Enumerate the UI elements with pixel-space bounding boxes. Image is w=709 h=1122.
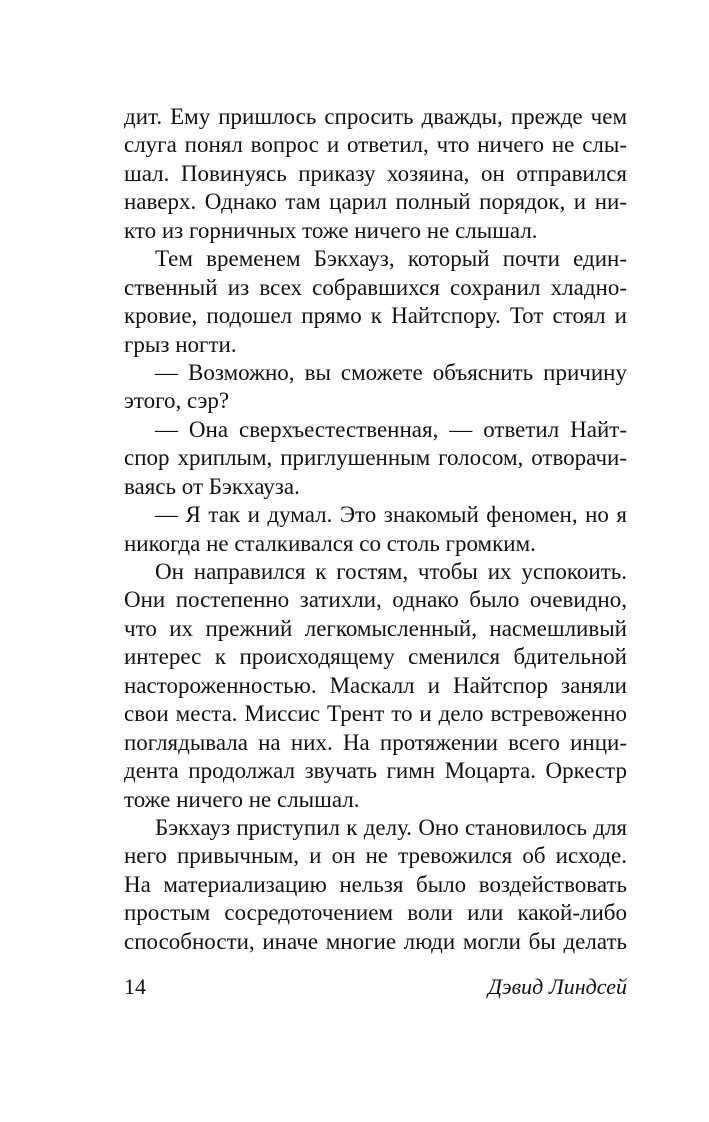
text-line: дента продолжал звучать гимн Моцарта. Оркестр: [124, 758, 627, 784]
text-line: ваясь от Бэкхауза.: [124, 473, 300, 499]
body-text: [124, 103, 627, 956]
text-line: ственный из всех собравшихся сохранил хладно-: [124, 274, 627, 300]
text-line: Он направился к гостям, чтобы их успокоить.: [155, 559, 627, 584]
text-line: этого, сэр?: [124, 388, 230, 414]
page-number: 14: [124, 974, 146, 999]
page-footer: [124, 973, 627, 1001]
text-line: тоже ничего не слышал.: [124, 786, 360, 812]
text-line: наверх. Однако там царил полный порядок, и ни-: [124, 189, 627, 215]
text-line: дит. Ему пришлось спросить дважды, прежде чем: [124, 104, 627, 129]
text-line: слуга понял вопрос и ответил, что ничего не слы-: [124, 132, 627, 158]
text-line: Тем временем Бэкхауз, который почти един-: [155, 246, 627, 272]
text-line: простым сосредоточением воли или какой-либо: [124, 900, 627, 926]
text-line: кто из горничных тоже ничего не слышал.: [124, 217, 538, 243]
running-footer-author: Дэвид Линдсей: [487, 974, 627, 999]
text-line: него привычным, и он не тревожился об исходе.: [124, 843, 627, 869]
text-line: интерес к происходящему сменился бдительной: [124, 644, 627, 670]
text-line: — Возможно, вы сможете объяснить причину: [155, 359, 627, 385]
text-line: — Она сверхъестественная, — ответил Найт-: [155, 416, 627, 442]
text-line: кровие, подошел прямо к Найтспору. Тот стоял и: [124, 303, 627, 329]
text-line: Они постепенно затихли, однако было очевидно,: [124, 587, 627, 613]
text-line: настороженностью. Маскалл и Найтспор заняли: [124, 672, 627, 698]
text-line: способности, иначе многие люди могли бы делать: [124, 928, 627, 954]
text-line: грыз ногти.: [124, 331, 237, 357]
text-line: свои места. Миссис Трент то и дело встревоженно: [124, 701, 627, 727]
text-line: Бэкхауз приступил к делу. Оно становилось для: [155, 814, 627, 840]
text-line: спор хриплым, приглушенным голосом, отворачи-: [124, 445, 627, 471]
text-line: поглядывала на них. На протяжении всего инци-: [124, 729, 627, 755]
text-line: На материализацию нельзя было воздействовать: [124, 871, 627, 897]
text-line: что их прежний легкомысленный, насмешливый: [124, 615, 627, 641]
text-line: шал. Повинуясь приказу хозяина, он отправился: [124, 160, 627, 186]
text-line: — Я так и думал. Это знакомый феномен, но я: [155, 502, 627, 528]
text-line: никогда не сталкивался со столь громким.: [124, 530, 536, 556]
